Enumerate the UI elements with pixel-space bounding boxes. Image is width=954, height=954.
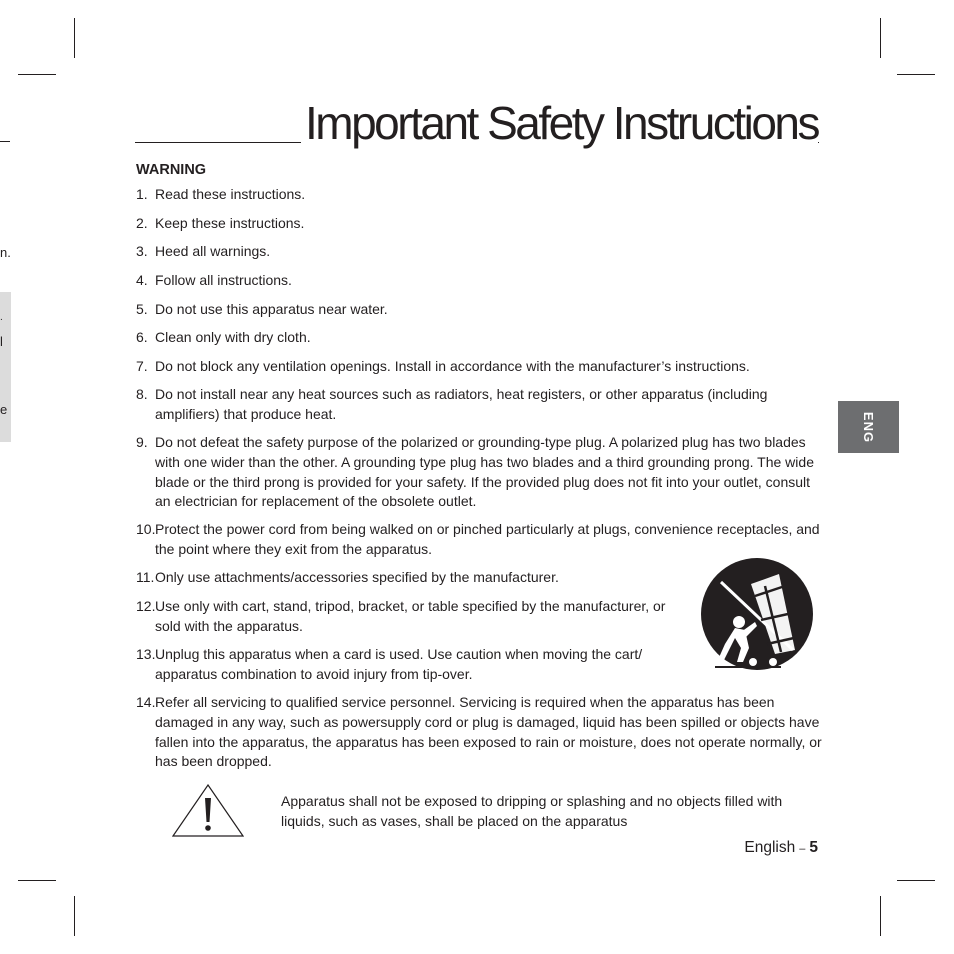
instruction-text (155, 185, 305, 205)
crop-mark (897, 880, 935, 881)
instruction-number: 5. (136, 301, 148, 317)
crop-mark (0, 141, 10, 142)
instruction-text (155, 385, 767, 425)
instruction-text (155, 242, 270, 262)
instruction-line: fallen into the apparatus, the apparatus has been exposed to rain or moisture, does not operate normally, or (155, 733, 822, 750)
instruction-line: damaged in any way, such as powersupply cord or plug is damaged, liquid has been spilled or objects have (155, 713, 820, 730)
crop-mark (74, 18, 75, 58)
instruction-line: Do not use this apparatus near water. (155, 301, 388, 317)
exclamation-triangle-icon (172, 784, 244, 838)
edge-text-fragment: n. (0, 245, 11, 260)
instruction-text (155, 328, 311, 348)
instruction-number: 3. (136, 243, 148, 259)
instruction-text (155, 300, 388, 320)
instruction-line: an electrician for replacement of the obsolete outlet. (155, 493, 477, 510)
instruction-text (155, 568, 559, 588)
instruction-line: Protect the power cord from being walked on or pinched particularly at plugs, convenience receptacles, and (155, 521, 820, 537)
instruction-line: amplifiers) that produce heat. (155, 405, 337, 422)
page-number: 5 (809, 839, 818, 856)
instruction-number: 13. (136, 646, 156, 662)
instruction-number: 4. (136, 272, 148, 288)
language-tab (838, 401, 899, 453)
instruction-number: 1. (136, 186, 148, 202)
crop-mark (897, 74, 935, 75)
instruction-line: sold with the apparatus. (155, 617, 303, 634)
caution-line: liquids, such as vases, shall be placed on the apparatus (281, 813, 628, 829)
instruction-line: Only use attachments/accessories specified by the manufacturer. (155, 569, 559, 585)
instruction-text (155, 597, 665, 637)
page-title: Important Safety Instructions (301, 93, 818, 153)
instruction-line: Do not block any ventilation openings. Install in accordance with the manufacturer’s instructions. (155, 358, 750, 374)
instruction-line: Read these instructions. (155, 186, 306, 202)
instruction-number: 14. (136, 694, 156, 710)
language-tab-label: ENG (860, 411, 876, 443)
instruction-line: Follow all instructions. (155, 272, 292, 288)
instruction-text (155, 214, 304, 234)
edge-text-fragment: l (0, 334, 3, 349)
page-footer (744, 838, 818, 859)
instruction-line: blade or the third prong is provided for your safety. If the provided plug does not fit into your outlet, consult (155, 473, 811, 490)
instruction-line: with one wider than the other. A grounding type plug has two blades and a third grounding prong. The wide (155, 453, 814, 470)
footer-language: English (744, 839, 796, 856)
instruction-line: Use only with cart, stand, tripod, bracket, or table specified by the manufacturer, or (155, 598, 666, 614)
instruction-line: Refer all servicing to qualified service personnel. Servicing is required when the apparatus has been (155, 694, 775, 710)
crop-mark (74, 896, 75, 936)
caution-line: Apparatus shall not be exposed to dripping or splashing and no objects filled with (281, 793, 783, 809)
crop-mark (880, 896, 881, 936)
instruction-line: Do not install near any heat sources such as radiators, heat registers, or other apparatus (including (155, 386, 768, 402)
instruction-number: 9. (136, 434, 148, 450)
instruction-text (155, 357, 750, 377)
edge-text-fragment: . (0, 312, 3, 323)
crop-mark (880, 18, 881, 58)
instruction-number: 12. (136, 598, 156, 614)
instruction-number: 6. (136, 329, 148, 345)
cart-tip-over-icon (695, 558, 819, 676)
instruction-line: Keep these instructions. (155, 215, 305, 231)
instruction-number: 7. (136, 358, 148, 374)
instruction-text (155, 645, 642, 685)
instruction-line: Heed all warnings. (155, 243, 271, 259)
instruction-line: Unplug this apparatus when a card is used. Use caution when moving the cart/ (155, 646, 643, 662)
instruction-number: 8. (136, 386, 148, 402)
edge-text-fragment: e (0, 402, 8, 417)
warning-heading: WARNING (136, 162, 207, 178)
instruction-line: Clean only with dry cloth. (155, 329, 311, 345)
instruction-text (155, 433, 814, 512)
caution-text (281, 791, 821, 831)
instruction-text (155, 271, 292, 291)
instruction-line: apparatus combination to avoid injury from tip-over. (155, 665, 473, 682)
instruction-line: has been dropped. (155, 753, 272, 770)
footer-dash: – (799, 843, 806, 855)
instruction-text (155, 520, 820, 560)
instruction-line: the point where they exit from the apparatus. (155, 540, 433, 557)
instruction-number: 2. (136, 215, 148, 231)
instruction-number: 10. (136, 521, 156, 537)
instruction-line: Do not defeat the safety purpose of the polarized or grounding-type plug. A polarized plug has two blades (155, 434, 806, 450)
instruction-text (155, 693, 822, 772)
crop-mark (18, 880, 56, 881)
crop-mark (18, 74, 56, 75)
instruction-number: 11. (136, 569, 155, 585)
